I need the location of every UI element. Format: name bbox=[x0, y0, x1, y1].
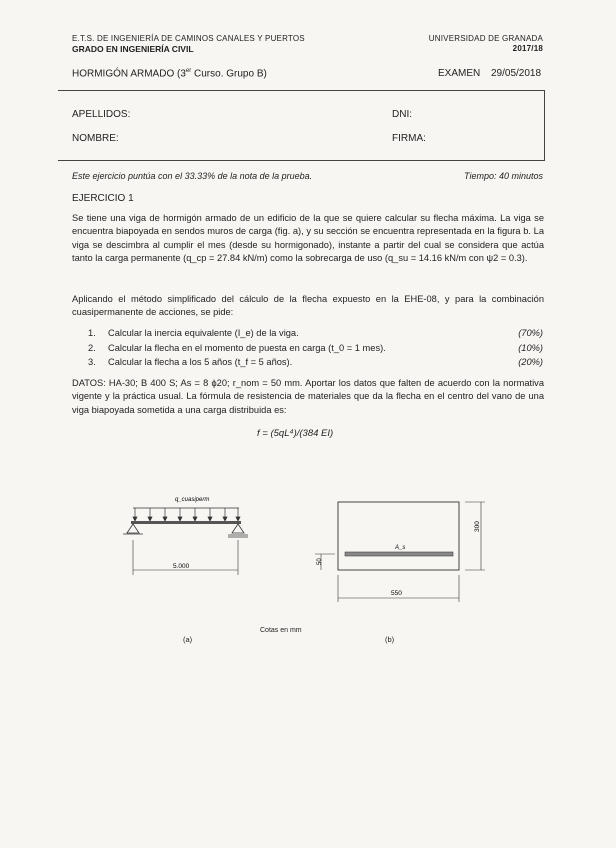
figure-a-label: (a) bbox=[183, 635, 193, 644]
time-note: Tiempo: 40 minutos bbox=[464, 171, 543, 181]
load-arrows bbox=[133, 508, 240, 521]
left-support bbox=[127, 524, 139, 533]
load-label: q_cuasiperm bbox=[175, 497, 210, 503]
beam bbox=[131, 521, 241, 524]
nombre-label: NOMBRE: bbox=[72, 133, 119, 144]
span-dimension: 5.000 bbox=[173, 563, 190, 570]
exam-page: E.T.S. DE INGENIERÍA DE CAMINOS CANALES Y PUERTOS GRADO EN INGENIERÍA CIVIL UNIVERSIDAD DE GRANADA 2017/18 HORMIGÓN ARMADO (3er Curso. Grupo B) EXAMEN 29/05/2018 APELLIDOS: DNI: NOMBRE: FIRMA: Este ejercicio puntúa con el 33.33% de la nota de la prueba. Tiempo: 40 minutos EJERCICIO 1 Se tiene una viga de hormigón armado de un edificio de la que se quiere calcular su flecha máxima. La viga se encuentra biapoyada en sendos muros de carga (fig. a), y su sección se encuentra representada en la figura b. La viga se descimbra al cumplir el mes (desde su hormigonado), instante a partir del cual se considera que actúa tanto la carga permanente (q_cp = 27.84 kN/m) como la sobrecarga de uso (q_su = 14.16 kN/m con ψ2 = 0.3). Aplicando el método simplificado del cálculo de la flecha expuesto en la EHE-08, y para la combinación cuasipermanente de acciones, se pide: 1. Calcular la inercia equivalente (I_e) de la viga. (70%) 2. Calcular la flecha en el momento de puesta en carga (t_0 = 1 mes). (10%) 3. Calcular la flecha a los 5 años (t_f = 5 años). (20%) DATOS: HA-30; B 400 S; As = 8 ϕ20; r_nom = 50 mm. Aportar los datos que falten de acuerdo con la normativa vigente y la práctica usual. La fórmula de resistencia de materiales que da la flecha en el centro del vano de una viga biapoyada sometida a una carga distribuida es: f = (5qL⁴)/(384 EI) q_cuasiperm 5.000 A_s 300 50 550 Cotas en mm (a) (b) bbox=[0, 0, 616, 848]
school-name: E.T.S. DE INGENIERÍA DE CAMINOS CANALES Y PUERTOS bbox=[72, 34, 305, 43]
figure-b-label: (b) bbox=[385, 635, 395, 644]
units-note: Cotas en mm bbox=[260, 627, 302, 634]
academic-year: 2017/18 bbox=[512, 44, 543, 53]
figure-b-section bbox=[305, 490, 495, 615]
deflection-formula: f = (5qL⁴)/(384 EI) bbox=[257, 428, 334, 439]
exercise-weight-note: Este ejercicio puntúa con el 33.33% de la nota de la prueba. bbox=[72, 171, 313, 181]
form-right-border bbox=[544, 90, 545, 161]
as-label: A_s bbox=[395, 545, 406, 551]
width-dimension: 550 bbox=[391, 590, 402, 597]
exam-date: 29/05/2018 bbox=[491, 68, 542, 79]
form-bottom-border bbox=[58, 160, 545, 161]
task-3-weight: (20%) bbox=[518, 357, 543, 367]
exam-label: EXAMEN bbox=[438, 68, 481, 79]
apellidos-label: APELLIDOS: bbox=[72, 109, 131, 120]
degree-name: GRADO EN INGENIERÍA CIVIL bbox=[72, 44, 194, 54]
task-2-weight: (10%) bbox=[518, 343, 543, 353]
height-dimension: 300 bbox=[474, 521, 481, 532]
data-paragraph: DATOS: HA-30; B 400 S; As = 8 ϕ20; r_nom = 50 mm. Aportar los datos que falten de acuerdo con la normativa vigente y la práctica usual. La fórmula de resistencia de materiales que da la flecha en el centro del vano de una viga biapoyada sometida a una carga distribuida es: bbox=[72, 378, 544, 415]
rebar bbox=[345, 552, 453, 556]
exercise-title: EJERCICIO 1 bbox=[72, 193, 134, 204]
method-paragraph: Aplicando el método simplificado del cálculo de la flecha expuesto en la EHE-08, y para la combinación cuasipermanente de acciones, se pide: bbox=[72, 294, 544, 318]
task-1-weight: (70%) bbox=[518, 328, 543, 338]
figure-a-beam bbox=[115, 490, 270, 610]
university-name: UNIVERSIDAD DE GRANADA bbox=[428, 34, 543, 43]
dni-label: DNI: bbox=[392, 109, 412, 120]
right-support bbox=[232, 524, 244, 533]
form-top-border bbox=[58, 90, 545, 91]
course-title: HORMIGÓN ARMADO (3er Curso. Grupo B) bbox=[72, 68, 267, 80]
cover-dimension: 50 bbox=[317, 558, 323, 565]
firma-label: FIRMA: bbox=[392, 133, 426, 144]
exercise-intro: Se tiene una viga de hormigón armado de un edificio de la que se quiere calcular su flecha máxima. La viga se encuentra biapoyada en sendos muros de carga (fig. a), y su sección se encuentra representada en la figura b. La viga se descimbra al cumplir el mes (desde su hormigonado), instante a partir del cual se considera que actúa tanto la carga permanente (q_cp = 27.84 kN/m) como la sobrecarga de uso (q_su = 14.16 kN/m con ψ2 = 0.3). bbox=[72, 213, 544, 264]
section-outline bbox=[338, 502, 459, 570]
